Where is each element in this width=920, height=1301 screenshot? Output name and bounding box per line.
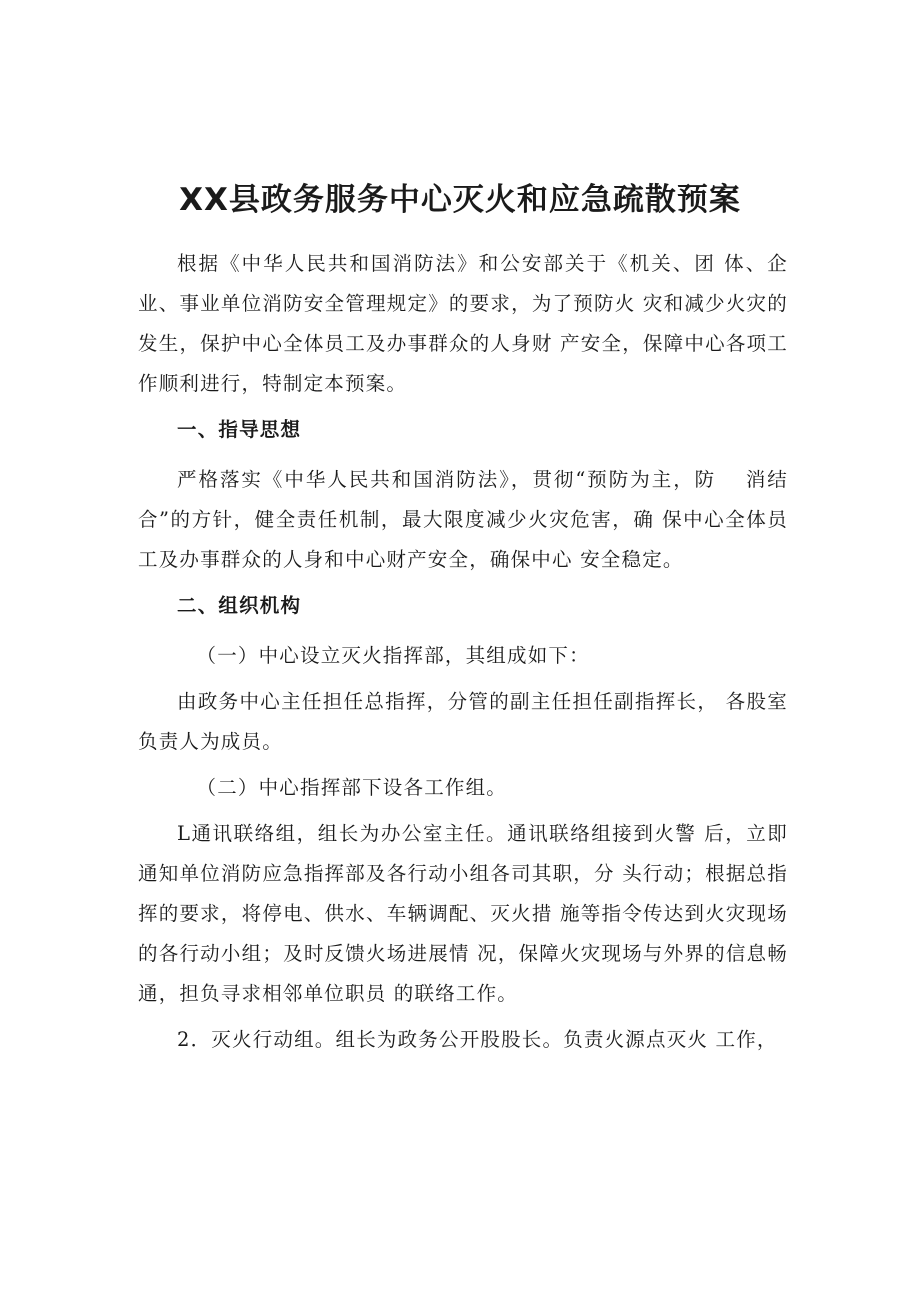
firefighting-group-paragraph: 2．灭火行动组。组长为政务公开股股长。负责火源点灭火 工作， xyxy=(177,1028,778,1051)
command-center-paragraph: 由政务中心主任担任总指挥，分管的副主任担任副指挥长， 各股室负责人为成员。 xyxy=(138,690,788,753)
document-body xyxy=(138,244,788,1060)
subsection-work-groups: （二）中心指挥部下设各工作组。 xyxy=(196,776,508,799)
communication-group-paragraph: L通讯联络组，组长为办公室主任。通讯联络组接到火警 后，立即通知单位消防应急指挥部及各行动小组各司其职，分 头行动；根据总指挥的要求，将停电、供水、车辆调配、灭火措 施等指令传达到火灾现场的各行动小组；及时反馈火场进展情 况，保障火灾现场与外界的信息畅通，担负寻求相邻单位职员 的联络工作。 xyxy=(138,822,788,1005)
section-heading-guiding-principle: 一、指导思想 xyxy=(177,418,302,441)
document-title: XX县政务服务中心灭火和应急疏散预案 xyxy=(179,182,741,218)
section-heading-organization: 二、组织机构 xyxy=(177,594,302,617)
guiding-principle-paragraph: 严格落实《中华人民共和国消防法》，贯彻“预防为主，防 消结合”的方针，健全责任机制，最大限度减少火灾危害，确 保中心全体员工及办事群众的人身和中心财产安全，确保中心 安全稳定。 xyxy=(138,468,788,571)
subsection-command-center: （一）中心设立灭火指挥部，其组成如下： xyxy=(196,644,590,667)
intro-paragraph: 根据《中华人民共和国消防法》和公安部关于《机关、团 体、企业、事业单位消防安全管理规定》的要求，为了预防火 灾和减少火灾的发生，保护中心全体员工及办事群众的人身财 产安全，保障中心各项工作顺利进行，特制定本预案。 xyxy=(138,252,788,395)
